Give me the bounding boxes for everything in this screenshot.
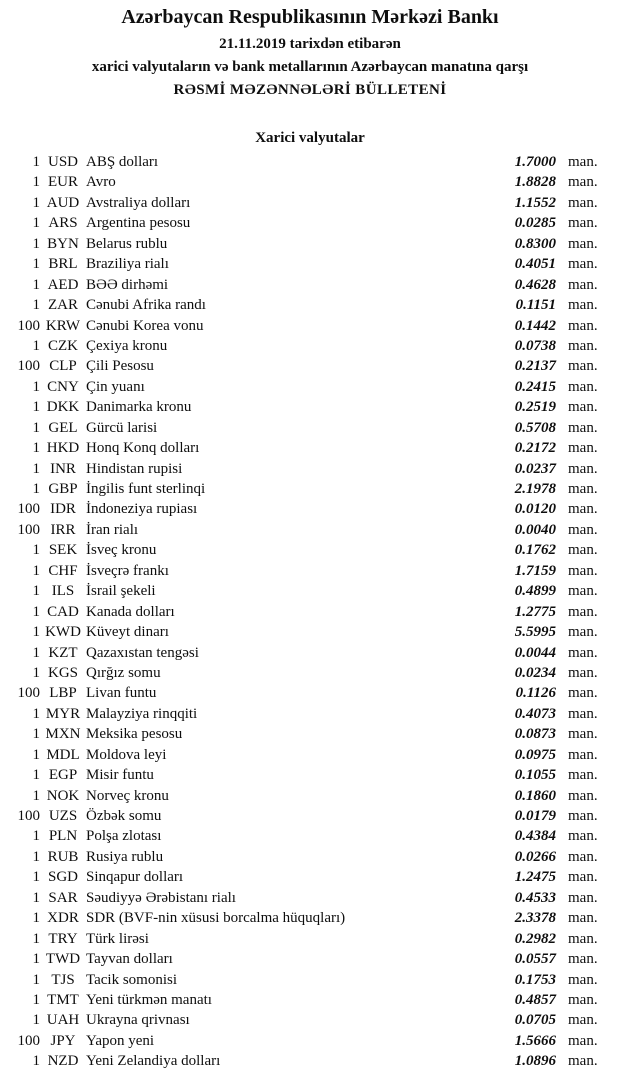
row-code: KRW [45, 317, 81, 334]
row-code: BYN [47, 235, 79, 252]
row-unit: man. [568, 746, 598, 763]
row-unit: man. [568, 542, 598, 559]
row-qty: 1 [32, 194, 40, 211]
row-unit: man. [568, 787, 598, 804]
row-rate: 0.1753 [514, 971, 556, 988]
row-code: GEL [48, 419, 78, 436]
row-code: TMT [47, 991, 79, 1008]
row-rate: 0.1055 [514, 767, 556, 784]
table-row [0, 643, 620, 663]
row-unit: man. [568, 828, 598, 845]
row-qty: 1 [32, 562, 40, 579]
row-qty: 1 [32, 828, 40, 845]
row-code: NOK [46, 787, 80, 804]
row-rate: 0.8300 [514, 235, 556, 252]
row-rate: 2.1978 [514, 481, 556, 497]
row-qty: 1 [32, 848, 40, 865]
row-rate: 0.4384 [514, 828, 556, 845]
row-code: PLN [48, 828, 78, 845]
row-name: Qırğız somu [86, 664, 161, 681]
row-code: CNY [47, 378, 79, 395]
row-rate: 0.0237 [514, 460, 556, 477]
row-unit: man. [568, 951, 598, 968]
row-qty: 1 [32, 460, 40, 477]
row-name: Malayziya rinqqiti [86, 705, 198, 722]
row-name: İran rialı [86, 521, 139, 538]
row-name: Sinqapur dolları [86, 869, 184, 886]
bulletin-page [0, 4, 620, 1077]
row-code: SAR [48, 889, 78, 906]
row-name: Çili Pesosu [86, 358, 154, 375]
table-row [0, 499, 620, 519]
row-name: Hindistan rupisi [86, 460, 183, 477]
row-unit: man. [568, 848, 598, 865]
row-rate: 2.3378 [514, 910, 556, 927]
table-row [0, 949, 620, 969]
row-code: LBP [49, 685, 77, 702]
row-unit: man. [568, 317, 598, 334]
row-qty: 1 [32, 1053, 40, 1070]
row-unit: man. [568, 235, 598, 252]
row-qty: 1 [32, 889, 40, 906]
row-name: BƏƏ dirhəmi [86, 276, 169, 293]
row-unit: man. [568, 726, 598, 743]
row-name: Yapon yeni [86, 1032, 155, 1049]
row-code: RUB [47, 848, 79, 865]
row-qty: 1 [32, 256, 40, 273]
row-unit: man. [568, 705, 598, 722]
row-qty: 1 [32, 767, 40, 784]
row-rate: 0.1126 [515, 685, 556, 702]
table-row [0, 316, 620, 336]
row-qty: 1 [32, 419, 40, 436]
row-name: Yeni türkmən manatı [86, 991, 212, 1008]
row-unit: man. [568, 603, 598, 620]
row-qty: 1 [32, 869, 40, 886]
table-row [0, 1031, 620, 1051]
row-qty: 1 [32, 215, 40, 232]
row-rate: 0.5708 [514, 419, 556, 436]
row-name: Türk lirəsi [86, 930, 149, 947]
row-unit: man. [568, 910, 598, 927]
row-qty: 100 [17, 1032, 40, 1049]
row-code: JPY [50, 1032, 76, 1049]
table-row [0, 172, 620, 192]
row-code: AUD [46, 194, 80, 211]
row-name: Tacik somonisi [86, 971, 178, 988]
table-row [0, 234, 620, 254]
row-unit: man. [568, 440, 598, 457]
row-qty: 100 [17, 685, 40, 702]
table-row [0, 867, 620, 887]
row-name: Honq Konq dolları [86, 440, 200, 457]
row-qty: 1 [32, 624, 40, 641]
row-code: CLP [49, 358, 77, 375]
table-row [0, 745, 620, 765]
row-name: Braziliya rialı [86, 256, 169, 273]
table-row [0, 929, 620, 949]
row-unit: man. [568, 194, 598, 211]
row-code: BRL [48, 256, 78, 273]
row-code: AED [47, 276, 79, 293]
row-name: Rusiya rublu [86, 848, 164, 865]
row-unit: man. [568, 1012, 598, 1029]
row-code: UAH [46, 1012, 80, 1029]
row-unit: man. [568, 971, 598, 988]
table-row [0, 806, 620, 826]
row-rate: 1.5666 [514, 1032, 556, 1049]
row-name: İngilis funt sterlinqi [86, 481, 206, 497]
row-qty: 100 [17, 358, 40, 375]
table-row [0, 213, 620, 233]
row-rate: 0.4899 [514, 583, 556, 600]
row-rate: 0.1860 [514, 787, 556, 804]
row-unit: man. [568, 521, 598, 538]
row-rate: 0.0975 [514, 746, 556, 763]
row-code: GBP [48, 481, 78, 497]
row-code: HKD [46, 440, 80, 457]
row-rate: 0.4857 [514, 991, 556, 1008]
table-row [0, 908, 620, 928]
row-code: MYR [45, 705, 81, 722]
row-name: Çexiya kronu [86, 337, 168, 354]
table-row [0, 418, 620, 438]
row-rate: 0.0557 [514, 951, 556, 968]
row-qty: 1 [32, 154, 40, 170]
row-rate: 0.1762 [514, 542, 556, 559]
table-row [0, 561, 620, 581]
row-code: IRR [50, 521, 76, 538]
row-unit: man. [568, 644, 598, 661]
row-unit: man. [568, 624, 598, 641]
table-row [0, 704, 620, 724]
table-row [0, 479, 620, 499]
row-name: Meksika pesosu [86, 726, 183, 743]
row-rate: 0.0040 [514, 521, 556, 538]
row-qty: 1 [32, 726, 40, 743]
row-unit: man. [568, 297, 598, 314]
row-rate: 0.4051 [514, 256, 556, 273]
table-row [0, 663, 620, 683]
row-code: EUR [48, 174, 78, 191]
row-code: CZK [48, 337, 78, 354]
row-code: DKK [46, 399, 80, 416]
row-rate: 0.0179 [514, 808, 556, 824]
row-code: CHF [48, 562, 78, 579]
row-unit: man. [568, 154, 598, 170]
row-qty: 1 [32, 971, 40, 988]
row-qty: 1 [32, 930, 40, 947]
row-rate: 1.1552 [514, 194, 556, 211]
row-qty: 1 [32, 991, 40, 1008]
table-row [0, 397, 620, 417]
table-row [0, 540, 620, 560]
row-unit: man. [568, 1053, 598, 1070]
row-rate: 0.2519 [514, 399, 556, 416]
row-name: Yeni Zelandiya dolları [86, 1053, 221, 1070]
table-row [0, 622, 620, 642]
row-qty: 100 [17, 317, 40, 334]
row-qty: 1 [32, 378, 40, 395]
row-rate: 0.1442 [514, 317, 556, 334]
row-code: UZS [48, 808, 78, 824]
row-name: İsveçrə frankı [86, 562, 169, 579]
table-row [0, 356, 620, 376]
row-rate: 0.0873 [514, 726, 556, 743]
row-unit: man. [568, 1032, 598, 1049]
table-row [0, 602, 620, 622]
row-rate: 0.2172 [514, 440, 556, 457]
row-name: Norveç kronu [86, 787, 169, 804]
table-row [0, 152, 620, 172]
row-code: EGP [48, 767, 78, 784]
table-row [0, 459, 620, 479]
row-rate: 1.7159 [514, 562, 556, 579]
row-unit: man. [568, 481, 598, 497]
row-rate: 1.8828 [514, 174, 556, 191]
row-code: NZD [47, 1053, 79, 1070]
row-name: Gürcü larisi [86, 419, 158, 436]
row-rate: 1.2775 [514, 603, 556, 620]
row-name: Küveyt dinarı [86, 624, 169, 641]
row-unit: man. [568, 215, 598, 232]
row-qty: 1 [32, 603, 40, 620]
bulletin-header [0, 4, 620, 101]
row-unit: man. [568, 358, 598, 375]
row-code: TWD [45, 951, 81, 968]
row-unit: man. [568, 378, 598, 395]
bank-name: Azərbaycan Respublikasının Mərkəzi Bankı [121, 6, 499, 28]
table-row [0, 786, 620, 806]
currency-table [0, 152, 620, 1072]
row-qty: 100 [17, 808, 40, 824]
row-rate: 5.5995 [514, 624, 556, 641]
row-qty: 1 [32, 542, 40, 559]
row-unit: man. [568, 337, 598, 354]
row-unit: man. [568, 419, 598, 436]
row-unit: man. [568, 276, 598, 293]
row-name: Özbək somu [86, 808, 162, 824]
row-qty: 1 [32, 276, 40, 293]
row-code: XDR [47, 910, 79, 927]
row-rate: 0.4533 [514, 889, 556, 906]
row-code: KZT [48, 644, 78, 661]
row-code: MXN [45, 726, 81, 743]
row-unit: man. [568, 501, 598, 518]
row-qty: 1 [32, 787, 40, 804]
row-name: SDR (BVF-nin xüsusi borcalma hüquqları) [86, 910, 346, 927]
row-unit: man. [568, 808, 598, 824]
row-rate: 0.0705 [514, 1012, 556, 1029]
row-name: Danimarka kronu [86, 399, 192, 416]
row-unit: man. [568, 991, 598, 1008]
row-code: KGS [47, 664, 78, 681]
row-qty: 1 [32, 583, 40, 600]
row-qty: 100 [17, 521, 40, 538]
row-name: Misir funtu [86, 767, 154, 784]
table-row [0, 724, 620, 744]
table-row [0, 254, 620, 274]
row-unit: man. [568, 889, 598, 906]
row-rate: 0.2137 [514, 358, 556, 375]
row-qty: 1 [32, 705, 40, 722]
row-unit: man. [568, 869, 598, 886]
row-code: TRY [48, 930, 78, 947]
row-code: ILS [51, 583, 75, 600]
row-code: ZAR [48, 297, 78, 314]
row-name: Kanada dolları [86, 603, 175, 620]
table-row [0, 847, 620, 867]
table-row [0, 581, 620, 601]
row-unit: man. [568, 460, 598, 477]
section-title: Xarici valyutalar [255, 130, 365, 146]
table-row [0, 1010, 620, 1030]
row-name: Cənubi Korea vonu [86, 317, 204, 334]
table-row [0, 765, 620, 785]
row-qty: 1 [32, 481, 40, 497]
table-row [0, 520, 620, 540]
row-qty: 1 [32, 399, 40, 416]
row-unit: man. [568, 930, 598, 947]
table-row [0, 1051, 620, 1071]
row-name: Argentina pesosu [86, 215, 191, 232]
row-unit: man. [568, 664, 598, 681]
row-name: Avro [86, 174, 116, 191]
row-unit: man. [568, 767, 598, 784]
table-row [0, 888, 620, 908]
row-rate: 1.2475 [514, 869, 556, 886]
row-rate: 0.2415 [514, 378, 556, 395]
bulletin-title: RƏSMİ MƏZƏNNƏLƏRİ BÜLLETENİ [173, 82, 447, 98]
row-unit: man. [568, 583, 598, 600]
row-unit: man. [568, 685, 598, 702]
row-rate: 1.0896 [514, 1053, 556, 1070]
row-rate: 0.0738 [514, 337, 556, 354]
row-qty: 1 [32, 440, 40, 457]
table-row [0, 275, 620, 295]
table-row [0, 377, 620, 397]
row-name: Moldova leyi [86, 746, 167, 763]
row-name: Polşa zlotası [86, 828, 162, 845]
row-qty: 1 [32, 910, 40, 927]
table-row [0, 193, 620, 213]
table-row [0, 438, 620, 458]
row-rate: 0.0285 [514, 215, 556, 232]
row-rate: 0.2982 [514, 930, 556, 947]
row-code: TJS [51, 971, 75, 988]
row-name: Səudiyyə Ərəbistanı rialı [86, 889, 236, 906]
row-name: Belarus rublu [86, 235, 168, 252]
row-code: IDR [50, 501, 76, 518]
row-name: Avstraliya dolları [86, 194, 191, 211]
row-qty: 1 [32, 951, 40, 968]
row-code: CAD [47, 603, 79, 620]
row-qty: 100 [17, 501, 40, 518]
row-rate: 0.0234 [514, 664, 556, 681]
row-name: Livan funtu [86, 685, 157, 702]
row-unit: man. [568, 256, 598, 273]
row-qty: 1 [32, 174, 40, 191]
effective-date: 21.11.2019 tarixdən etibarən [219, 36, 401, 52]
subject-line: xarici valyutaların və bank metallarının Azərbaycan manatına qarşı [91, 59, 529, 75]
row-qty: 1 [32, 1012, 40, 1029]
row-rate: 0.0044 [514, 644, 556, 661]
row-rate: 0.1151 [515, 297, 556, 314]
row-qty: 1 [32, 235, 40, 252]
row-qty: 1 [32, 644, 40, 661]
row-qty: 1 [32, 297, 40, 314]
table-row [0, 970, 620, 990]
row-name: İsveç kronu [86, 542, 157, 559]
row-name: Qazaxıstan tengəsi [86, 644, 199, 661]
row-code: SEK [48, 542, 78, 559]
row-name: İndoneziya rupiası [86, 501, 198, 518]
table-row [0, 295, 620, 315]
row-name: ABŞ dolları [86, 154, 159, 170]
row-rate: 0.4628 [514, 276, 556, 293]
row-unit: man. [568, 562, 598, 579]
row-name: Ukrayna qrivnası [86, 1012, 190, 1029]
row-name: İsrail şekeli [86, 583, 156, 600]
row-rate: 0.0266 [514, 848, 556, 865]
row-qty: 1 [32, 337, 40, 354]
table-row [0, 826, 620, 846]
row-code: MDL [46, 746, 80, 763]
row-qty: 1 [32, 664, 40, 681]
row-code: KWD [45, 624, 81, 641]
row-qty: 1 [32, 746, 40, 763]
row-code: SGD [47, 869, 78, 886]
table-row [0, 990, 620, 1010]
row-rate: 0.0120 [514, 501, 556, 518]
row-name: Tayvan dolları [86, 951, 173, 968]
row-code: INR [50, 460, 76, 477]
row-unit: man. [568, 399, 598, 416]
table-row [0, 683, 620, 703]
row-code: USD [47, 154, 78, 170]
table-row [0, 336, 620, 356]
row-code: ARS [48, 215, 78, 232]
row-rate: 1.7000 [514, 154, 556, 170]
row-unit: man. [568, 174, 598, 191]
row-name: Cənubi Afrika randı [86, 297, 206, 314]
row-rate: 0.4073 [514, 705, 556, 722]
row-name: Çin yuanı [86, 378, 145, 395]
